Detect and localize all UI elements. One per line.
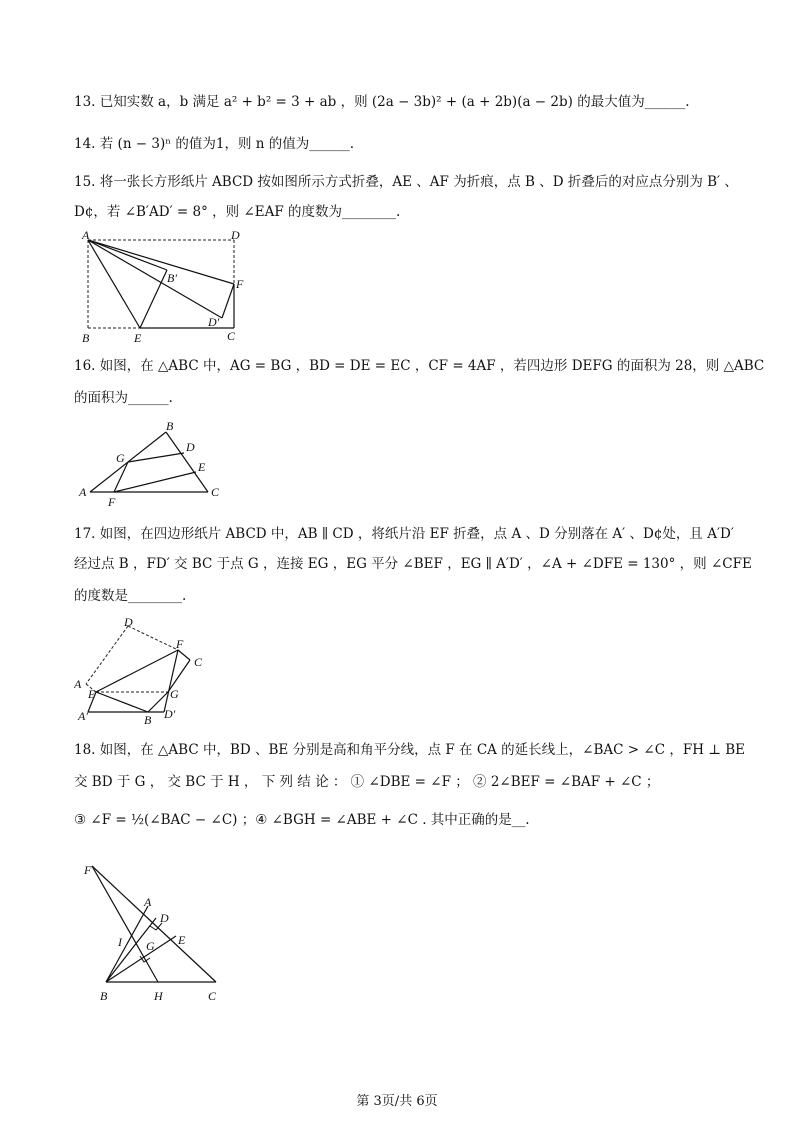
label-G: G <box>170 687 179 701</box>
label-F: F <box>236 277 244 291</box>
question-18-line-2: 交 BD 于 G ， 交 BC 于 H ， 下 列 结 论 ： ① ∠DBE = ∠F ； ② 2∠BEF = ∠BAF + ∠C ； <box>74 774 660 790</box>
label-C: C <box>211 485 220 499</box>
label-D: D <box>231 228 240 242</box>
line-FH <box>92 866 158 982</box>
label-G: G <box>116 451 125 465</box>
label-D: D <box>160 911 169 925</box>
figure-18-triangle <box>74 856 234 1006</box>
label-A: A <box>82 228 90 242</box>
label-F: F <box>176 637 184 651</box>
question-16-line-2: 的面积为______. <box>74 390 173 406</box>
question-14: 14. 若 (n − 3)ⁿ 的值为1，则 n 的值为______. <box>74 136 355 152</box>
label-C: C <box>194 655 203 669</box>
figure-15-folded-rectangle <box>74 226 254 346</box>
label-A: A <box>79 485 87 499</box>
question-15-line-2: D¢，若 ∠B′AD′ = 8° ，则 ∠EAF 的度数为________. <box>74 204 401 220</box>
label-A-prime: A′ <box>78 709 88 723</box>
question-17-line-3: 的度数是________. <box>74 588 187 604</box>
segment-AB-prime <box>88 240 167 270</box>
figure-17-folded-quadrilateral <box>74 616 214 728</box>
segment-FE <box>114 472 196 492</box>
question-18-line-3: ③ ∠F = ½(∠BAC − ∠C) ；④ ∠BGH = ∠ABE + ∠C . 其中正确的是__. <box>74 812 530 828</box>
segment-FC <box>178 650 190 660</box>
label-E: E <box>88 687 96 701</box>
question-18-line-1: 18. 如图，在 △ABC 中，BD 、BE 分别是高和角平分线，点 F 在 CA 的延长线上，∠BAC > ∠C ，FH ⊥ BE <box>74 742 746 758</box>
label-B: B <box>144 713 152 727</box>
label-D: D <box>186 440 195 454</box>
label-B: B <box>100 989 108 1003</box>
label-B-prime: B′ <box>167 271 177 285</box>
segment-FD-prime <box>222 284 234 318</box>
label-C: C <box>227 329 236 343</box>
line-FC <box>92 866 216 982</box>
label-A: A <box>74 677 82 691</box>
label-A: A <box>144 895 152 909</box>
fold-line-EF <box>96 650 178 692</box>
question-17-line-2: 经过点 B ，FD′ 交 BC 于点 G ，连接 EG ，EG 平分 ∠BEF ，EG ∥ A′D′ ，∠A + ∠DFE = 130° ，则 ∠CFE <box>74 556 752 572</box>
label-D-prime: D′ <box>208 315 220 329</box>
label-F: F <box>108 495 116 509</box>
side-BA <box>106 906 148 982</box>
figure-16-triangle <box>74 418 234 510</box>
question-17-line-1: 17. 如图，在四边形纸片 ABCD 中，AB ∥ CD ，将纸片沿 EF 折叠，点 A 、D 分别落在 A′ 、D¢处，且 A′D′ <box>74 526 734 542</box>
question-13: 13. 已知实数 a，b 满足 a² + b² = 3 + ab ，则 (2a − 3b)² + (a + 2b)(a − 2b) 的最大值为______. <box>74 94 690 110</box>
label-E: E <box>198 460 206 474</box>
bisector-BE <box>106 936 176 982</box>
label-E: E <box>134 331 142 345</box>
label-B: B <box>166 419 174 433</box>
label-F: F <box>84 863 92 877</box>
dashed-DF <box>128 626 178 650</box>
label-E: E <box>178 933 186 947</box>
page-footer: 第 3页/共 6页 <box>356 1094 438 1109</box>
label-D: D <box>124 616 133 629</box>
label-I: I <box>118 935 122 949</box>
segment-GF <box>114 462 128 492</box>
segment-AD-prime <box>88 240 222 318</box>
segment-GD <box>128 453 184 462</box>
label-G: G <box>146 939 155 953</box>
label-H: H <box>154 989 163 1003</box>
question-16-line-1: 16. 如图，在 △ABC 中，AG = BG ，BD = DE = EC ，CF = 4AF ，若四边形 DEFG 的面积为 28，则 △ABC <box>74 358 765 374</box>
segment-EB <box>96 692 148 712</box>
label-D-prime: D′ <box>164 707 176 721</box>
label-C: C <box>208 989 217 1003</box>
dashed-DA <box>86 626 128 684</box>
label-B: B <box>82 331 90 345</box>
question-15-line-1: 15. 将一张长方形纸片 ABCD 按如图所示方式折叠，AE 、AF 为折痕，点 B 、D 折叠后的对应点分别为 B′ 、 <box>74 174 738 190</box>
